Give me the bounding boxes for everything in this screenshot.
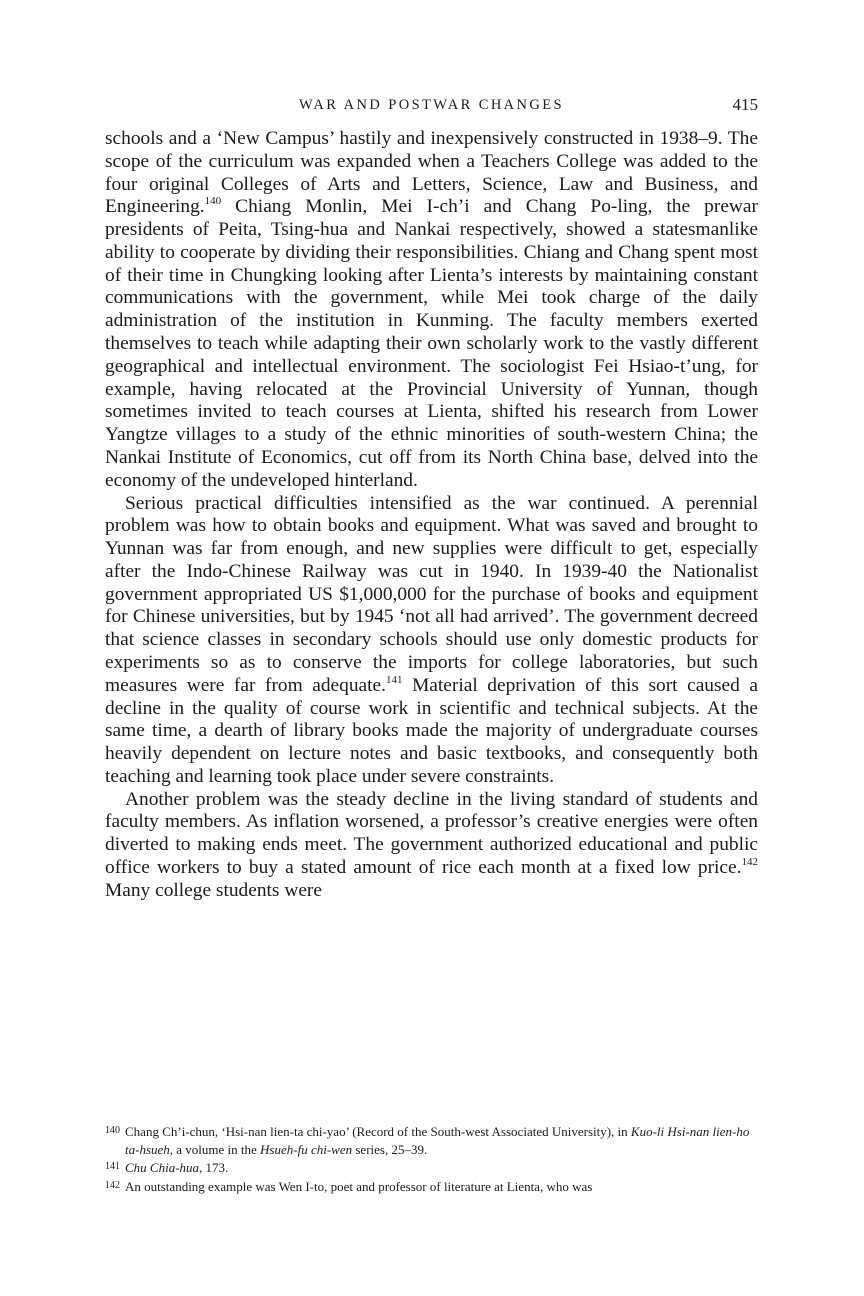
footnote-title: Hsueh-fu chi-wen [260, 1141, 353, 1157]
footnote-number: 142 [105, 1179, 120, 1191]
paragraph-text: schools and a ‘New Campus’ hastily and inexpensively constructed in 1938–9. The scope of the curriculum was expanded when a Teachers College was added to the four original Colleges of Arts and Letters, Science, Law and Business, and Engineering. [105, 128, 758, 218]
footnote-ref: 142 [741, 856, 758, 868]
paragraph-text: Many college students were [105, 879, 322, 901]
footnote-text: Chang Ch’i-chun, ‘Hsi-nan lien-ta chi-yao’ (Record of the South-west Associated University), in [125, 1124, 631, 1139]
footnote-text: series, 25–39. [352, 1141, 428, 1157]
paragraph-text: Chiang Monlin, Mei I-ch’i and Chang Po-ling, the prewar presidents of Peita, Tsing-hua and Nankai respectively, showed a statesmanlike ability to cooperate by dividing their responsibilities. Chiang and Chang spent most of their time in Chungking looking after Lienta’s interests by maintaining constant communications with the government, while Mei took charge of the daily administration of the institution in Kunming. The faculty members exerted themselves to teach while adapting their own scholarly work to the vastly different geographical and intellectual environment. The sociologist Fei Hsiao-t’ung, for example, having relocated at the Provincial University of Yunnan, though sometimes invited to teach courses at Lienta, shifted his research from Lower Yangtze villages to a study of the ethnic minorities of south-western China; the Nankai Institute of Economics, cut off from its North China base, delved into the economy of the undeveloped hinterland. [105, 196, 758, 491]
paragraph-text: Serious practical difficulties intensified as the war continued. A perennial problem was how to obtain books and equipment. What was saved and brought to Yunnan was far from enough, and new supplies were difficult to get, especially after the Indo-Chinese Railway was cut in 1940. In 1939-40 the Nationalist government appropriated US $1,000,000 for the purchase of books and equipment for Chinese universities, but by 1945 ‘not all had arrived’. The government decreed that science classes in secondary schools should use only domestic products for experiments so as to conserve the imports for college laboratories, but such measures were far from adequate. [105, 492, 758, 696]
footnote-title: Kuo-li Hsi-nan lien-ho ta-hsueh [125, 1124, 750, 1157]
footnote [105, 1158, 758, 1177]
footnote [105, 1177, 758, 1196]
paragraph [105, 128, 758, 493]
paragraph [105, 789, 758, 903]
footnote [105, 1122, 758, 1158]
page-number: 415 [732, 95, 758, 114]
footnote-number: 141 [105, 1161, 120, 1172]
footnote-number: 140 [105, 1125, 120, 1136]
footnote-text: , 173. [199, 1160, 229, 1175]
footnote-ref: 140 [204, 195, 222, 208]
paragraph-text: Another problem was the steady decline in the living standard of students and faculty members. As inflation worsened, a professor’s creative energies were often diverted to making ends meet. The government authorized educational and public office workers to buy a stated amount of rice each month at a fixed low price. [105, 788, 758, 878]
page-header [105, 92, 758, 118]
paragraph [105, 493, 758, 789]
footnote-text: An outstanding example was Wen I-to, poet and professor of literature at Lienta, who was [125, 1178, 593, 1194]
footnote-ref: 141 [386, 673, 403, 686]
running-head: WAR AND POSTWAR CHANGES [298, 97, 565, 113]
footnote-title: Chu Chia-hua [125, 1160, 200, 1175]
footnotes [105, 1122, 758, 1195]
body-text [105, 128, 758, 903]
paragraph-text: Material deprivation of this sort caused a decline in the quality of course work in scientific and technical subjects. At the same time, a dearth of library books made the majority of undergraduate courses heavily dependent on lecture notes and basic textbooks, and consequently both teaching and learning took place under severe constraints. [105, 674, 759, 787]
footnote-text: , a volume in the [169, 1141, 261, 1157]
